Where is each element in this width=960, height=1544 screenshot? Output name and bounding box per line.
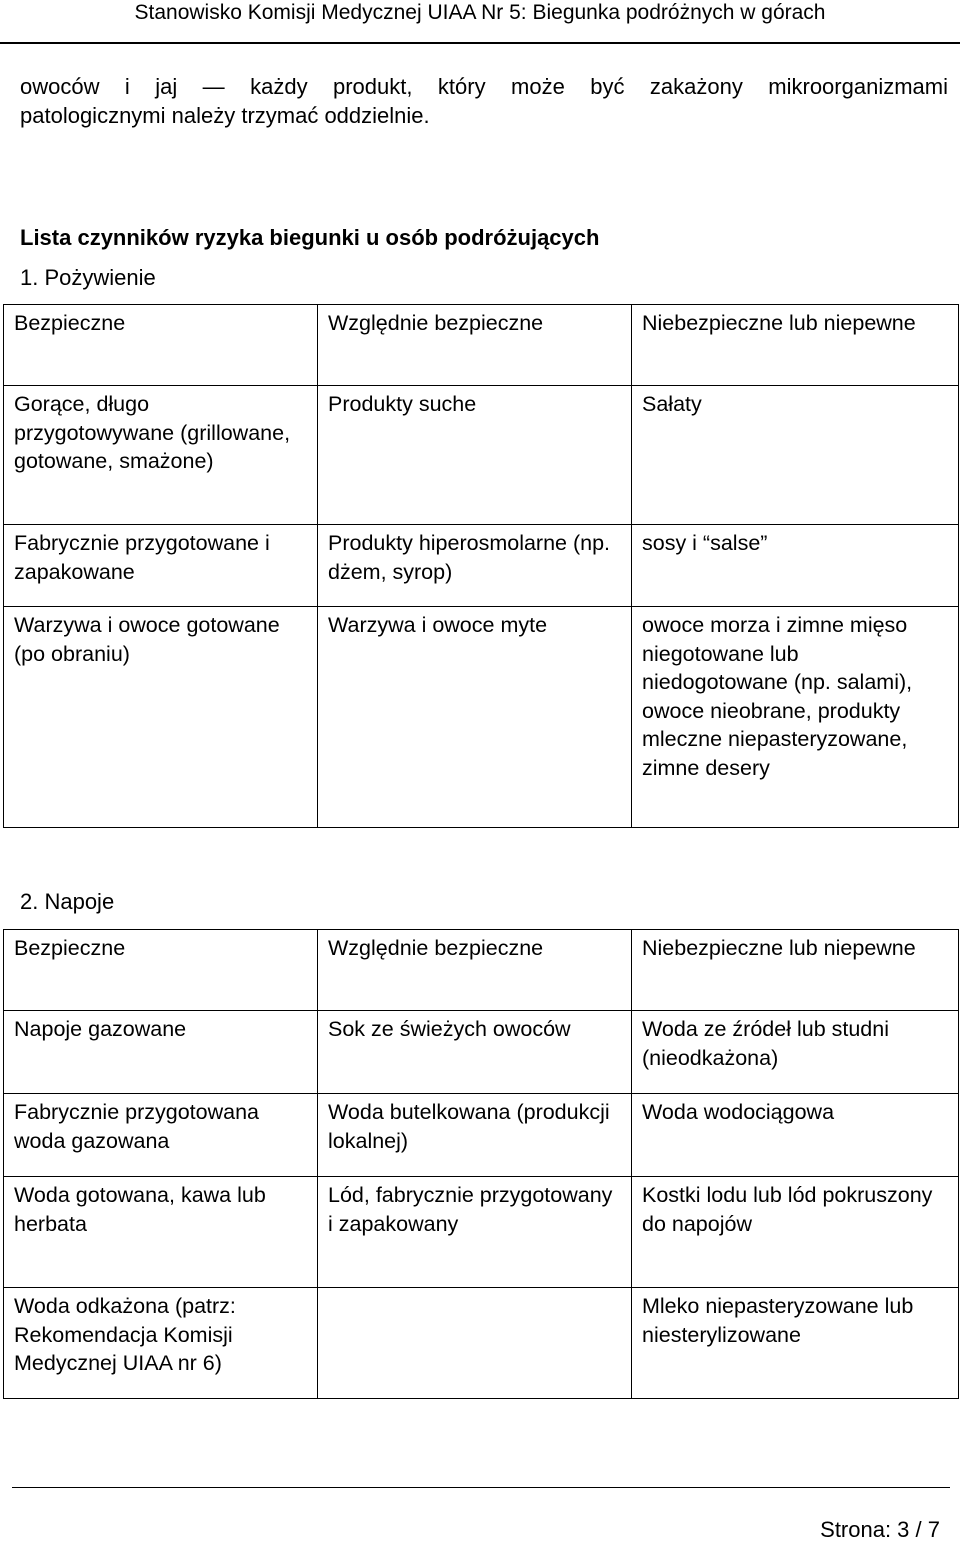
- page-number: Strona: 3 / 7: [820, 1517, 940, 1542]
- drinks-cell-2-3: Woda wodociągowa: [632, 1094, 959, 1177]
- table-row: [4, 607, 959, 828]
- table-row: [4, 386, 959, 525]
- drinks-cell-3-3: Kostki lodu lub lód pokruszony do napojów: [632, 1177, 959, 1288]
- table-row: [4, 525, 959, 607]
- food-cell-3-2: Warzywa i owoce myte: [318, 607, 632, 828]
- drinks-header-row: [4, 930, 959, 1011]
- food-table: [3, 304, 959, 828]
- table-row: [4, 1177, 959, 1288]
- footer-divider: [12, 1487, 950, 1488]
- drinks-cell-3-2: Lód, fabrycznie przygotowany i zapakowany: [318, 1177, 632, 1288]
- drinks-cell-4-1: Woda odkażona (patrz: Rekomendacja Komisji Medycznej UIAA nr 6): [4, 1288, 318, 1399]
- drinks-section-title: 2. Napoje: [20, 889, 115, 914]
- food-cell-1-2: Produkty suche: [318, 386, 632, 525]
- food-header-relatively-safe: Względnie bezpieczne: [318, 305, 632, 386]
- food-cell-1-3: Sałaty: [632, 386, 959, 525]
- drinks-cell-4-3: Mleko niepasteryzowane lub niesterylizowane: [632, 1288, 959, 1399]
- drinks-header-safe: Bezpieczne: [4, 930, 318, 1011]
- food-cell-2-1: Fabrycznie przygotowane i zapakowane: [4, 525, 318, 607]
- drinks-cell-2-2: Woda butelkowana (produkcji lokalnej): [318, 1094, 632, 1177]
- drinks-cell-3-1: Woda gotowana, kawa lub herbata: [4, 1177, 318, 1288]
- intro-line-2: patologicznymi należy trzymać oddzielnie.: [20, 103, 430, 128]
- drinks-cell-1-1: Napoje gazowane: [4, 1011, 318, 1094]
- drinks-cell-2-1: Fabrycznie przygotowana woda gazowana: [4, 1094, 318, 1177]
- table-row: [4, 1288, 959, 1399]
- intro-line-1: owoców i jaj — każdy produkt, który może być zakażony mikroorganizmami: [20, 74, 948, 99]
- table-row: [4, 1011, 959, 1094]
- drinks-table: [3, 929, 959, 1399]
- drinks-cell-1-3: Woda ze źródeł lub studni (nieodkażona): [632, 1011, 959, 1094]
- food-cell-1-1: Gorące, długo przygotowywane (grillowane, gotowane, smażone): [4, 386, 318, 525]
- risk-list-title: Lista czynników ryzyka biegunki u osób podróżujących: [20, 225, 600, 250]
- food-cell-2-2: Produkty hiperosmolarne (np. dżem, syrop): [318, 525, 632, 607]
- food-header-unsafe: Niebezpieczne lub niepewne: [632, 305, 959, 386]
- drinks-header-unsafe: Niebezpieczne lub niepewne: [632, 930, 959, 1011]
- drinks-header-relatively-safe: Względnie bezpieczne: [318, 930, 632, 1011]
- food-cell-2-3: sosy i “salse”: [632, 525, 959, 607]
- page-header: [0, 0, 960, 44]
- header-title: Stanowisko Komisji Medycznej UIAA Nr 5: Biegunka podróżnych w górach: [134, 1, 826, 24]
- drinks-cell-4-2: [318, 1288, 632, 1399]
- food-section-title: 1. Pożywienie: [20, 265, 156, 290]
- intro-paragraph: [20, 72, 948, 130]
- food-header-safe: Bezpieczne: [4, 305, 318, 386]
- drinks-cell-1-2: Sok ze świeżych owoców: [318, 1011, 632, 1094]
- food-cell-3-1: Warzywa i owoce gotowane (po obraniu): [4, 607, 318, 828]
- food-cell-3-3: owoce morza i zimne mięso niegotowane lub niedogotowane (np. salami), owoce nieobrane, produkty mleczne niepasteryzowane, zimne desery: [632, 607, 959, 828]
- table-row: [4, 1094, 959, 1177]
- food-header-row: [4, 305, 959, 386]
